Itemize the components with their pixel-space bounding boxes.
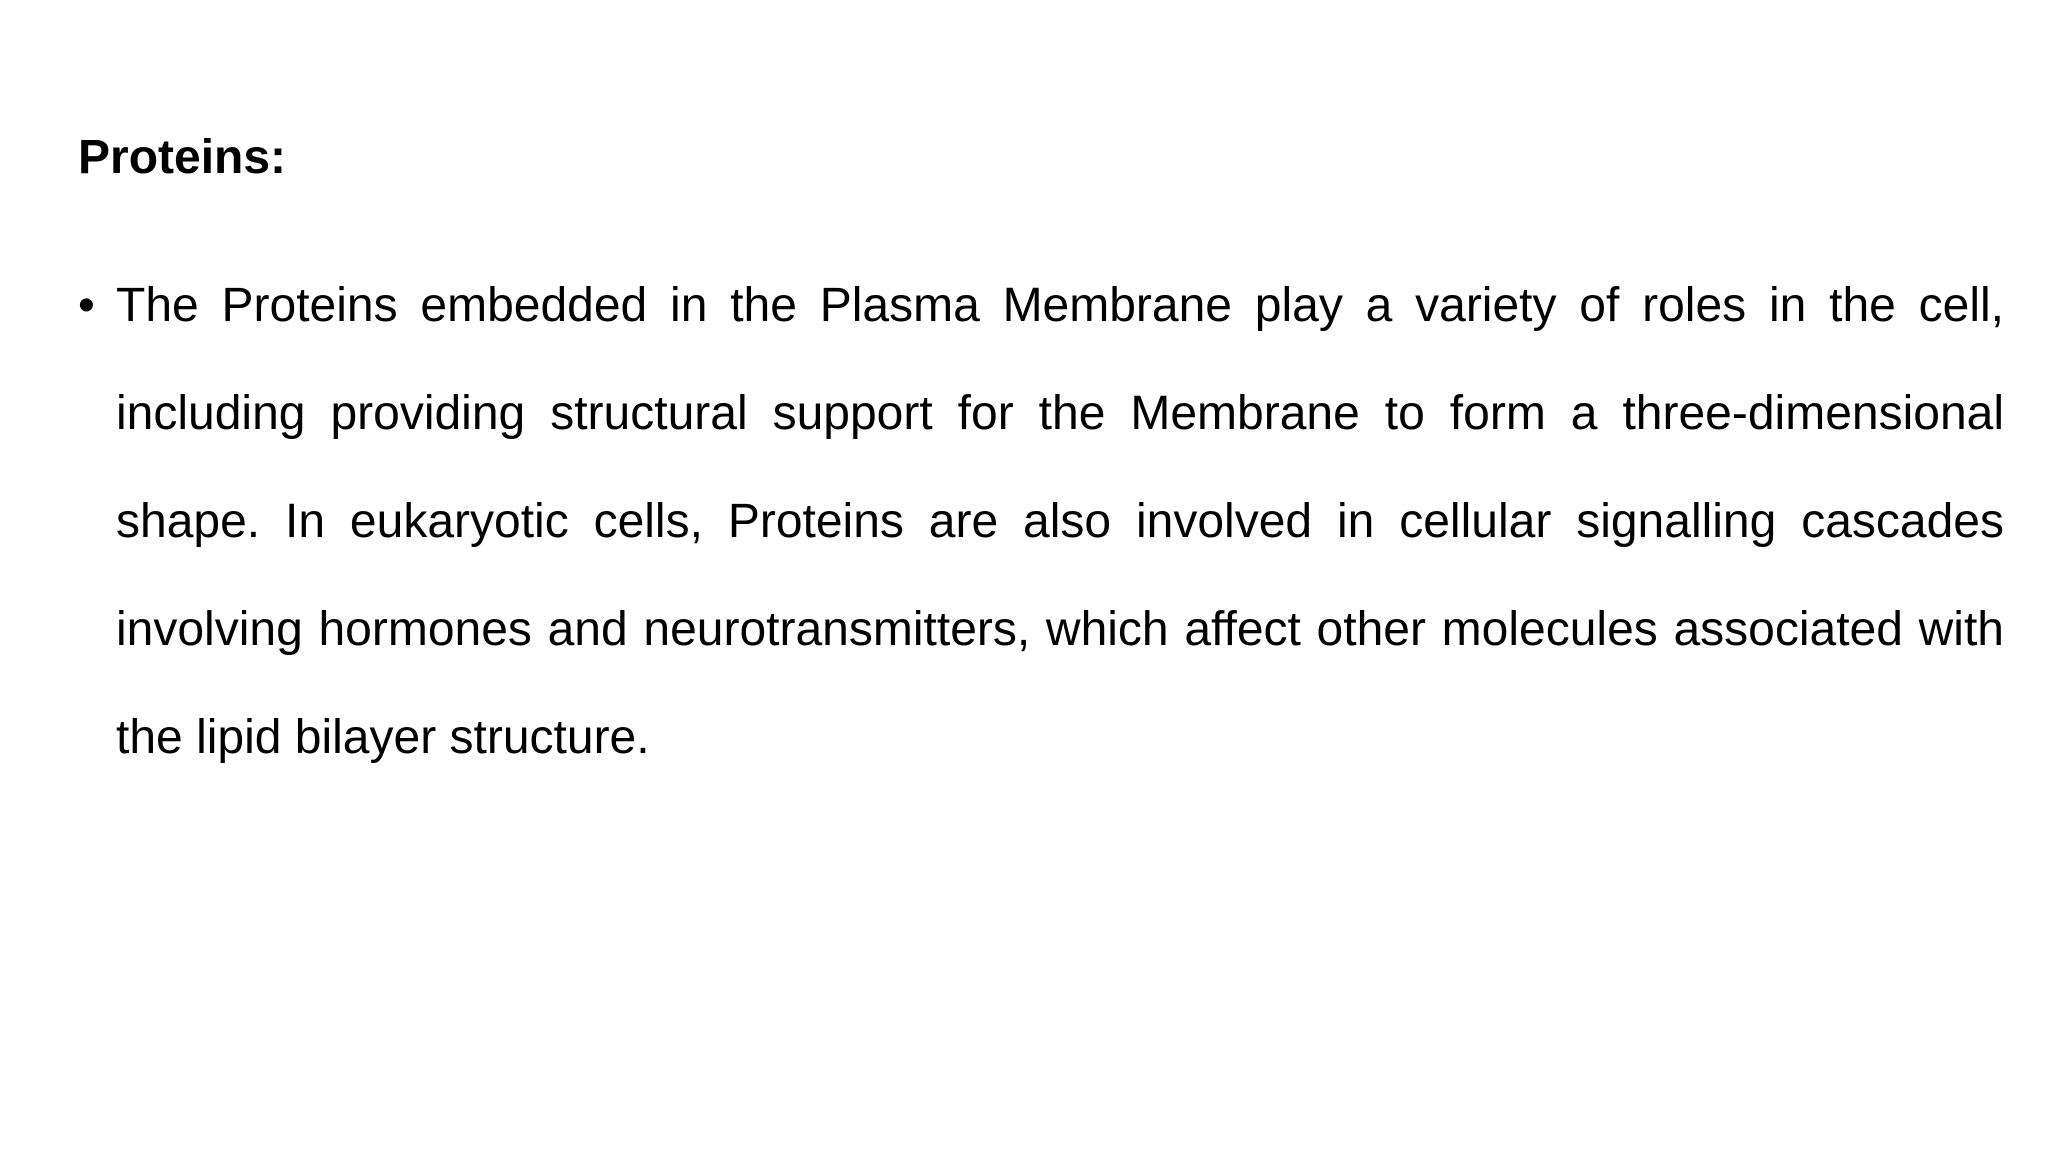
slide-heading: Proteins: — [78, 131, 287, 184]
bullet-list — [78, 252, 2004, 792]
bullet-text: The Proteins embedded in the Plasma Membrane play a variety of roles in the cell, including providing structural support for the Membrane to form a three-dimensional shape. In eukaryotic cells, Proteins are also involved in cellular signalling cascades involving hormones and neurotransmitters, which affect other molecules associated with the lipid bilayer structure. — [116, 279, 2004, 764]
bullet-marker: • — [78, 279, 95, 332]
bullet-item — [78, 252, 2004, 792]
